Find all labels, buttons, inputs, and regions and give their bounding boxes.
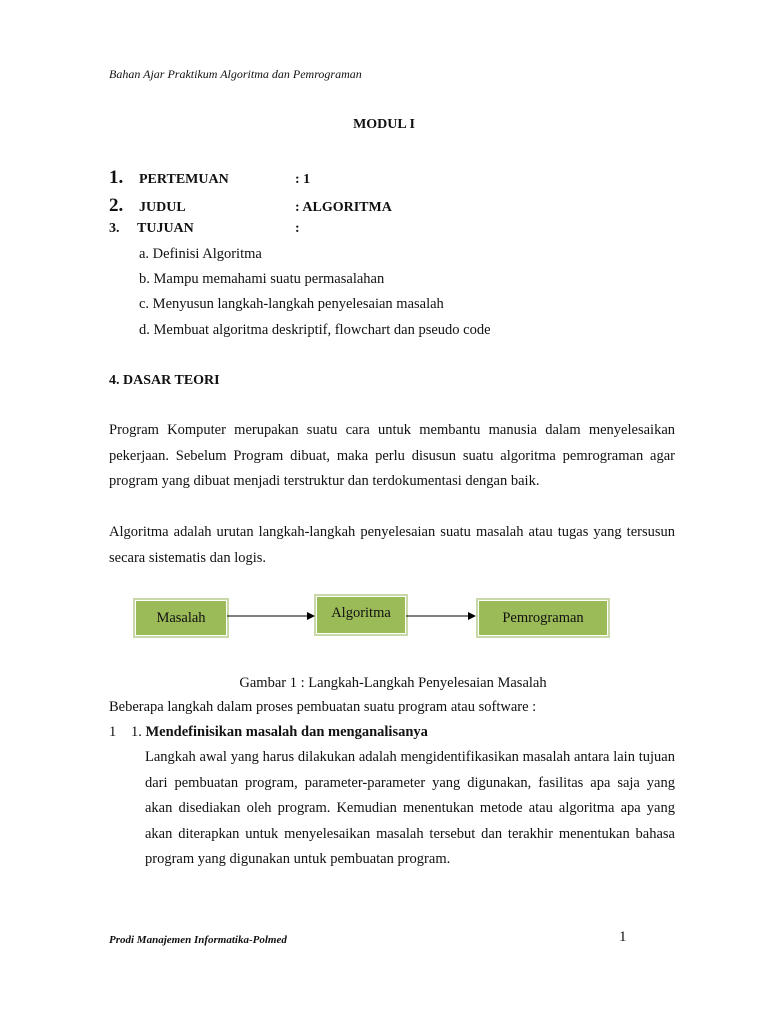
diagram-box-label: Masalah [156, 609, 206, 626]
info-number: 2. [109, 195, 124, 216]
info-label: TUJUAN [137, 221, 194, 236]
info-number: 3. [109, 221, 120, 236]
info-label: PERTEMUAN [139, 172, 229, 187]
arrow-head [468, 612, 476, 620]
diagram-box-masalah [133, 598, 229, 638]
objective-item: d. Membuat algoritma deskriptif, flowchart dan pseudo code [139, 322, 491, 338]
objective-item: a. Definisi Algoritma [139, 246, 262, 262]
footer-text: Prodi Manajemen Informatika-Polmed [109, 934, 287, 946]
objective-item: b. Mampu memahami suatu permasalahan [139, 271, 385, 287]
info-number: 1. [109, 167, 124, 188]
info-row-pertemuan [109, 167, 310, 189]
diagram-box-label: Pemrograman [502, 609, 584, 626]
paragraph-program: Program Komputer merupakan suatu cara untuk membantu manusia dalam menyelesaikan pekerjaan. Sebelum Program dibuat, maka perlu disusun suatu algoritma pemrograman agar program yang dibuat menjadi terstruktur dan terdokumentasi dengan baik. [109, 422, 675, 489]
info-label: JUDUL [139, 200, 186, 215]
info-row-tujuan [109, 221, 300, 243]
info-value: : ALGORITMA [295, 200, 392, 215]
step-title: Mendefinisikan masalah dan menganalisanya [145, 724, 428, 740]
objective-item: c. Menyusun langkah-langkah penyelesaian masalah [139, 296, 444, 312]
diagram-arrows [227, 608, 477, 624]
step-body: Langkah awal yang harus dilakukan adalah mengidentifikasikan masalah antara lain tujuan dari pembuatan program, parameter-parameter yang digunakan, fasilitas apa saja yang akan disediakan oleh program. Kemudian menentukan metode atau algoritma apa yang akan diterapkan untuk menyelesaikan masalah tersebut dan terakhir menentukan bahasa program yang digunakan untuk pembuatan program. [145, 749, 675, 867]
figure-caption: Gambar 1 : Langkah-Langkah Penyelesaian Masalah [239, 675, 547, 691]
info-value: : 1 [295, 172, 311, 187]
step-prefix: 1 [109, 724, 117, 740]
diagram-box-label: Algoritma [331, 605, 391, 621]
running-header: Bahan Ajar Praktikum Algoritma dan Pemrograman [109, 67, 362, 81]
intro-text: Beberapa langkah dalam proses pembuatan suatu program atau software : [109, 699, 537, 715]
step-number: 1. [131, 724, 146, 740]
diagram-box-pemrograman [476, 598, 610, 638]
section-heading: 4. DASAR TEORI [109, 373, 220, 388]
info-row-judul [109, 195, 392, 217]
arrow-head [307, 612, 315, 620]
step-heading [109, 724, 428, 741]
page-number: 1 [619, 929, 627, 945]
module-title: MODUL I [353, 117, 415, 132]
paragraph-algoritma: Algoritma adalah urutan langkah-langkah penyelesaian suatu masalah atau tugas yang tersusun secara sistematis dan logis. [109, 524, 675, 566]
info-value: : [295, 221, 300, 236]
